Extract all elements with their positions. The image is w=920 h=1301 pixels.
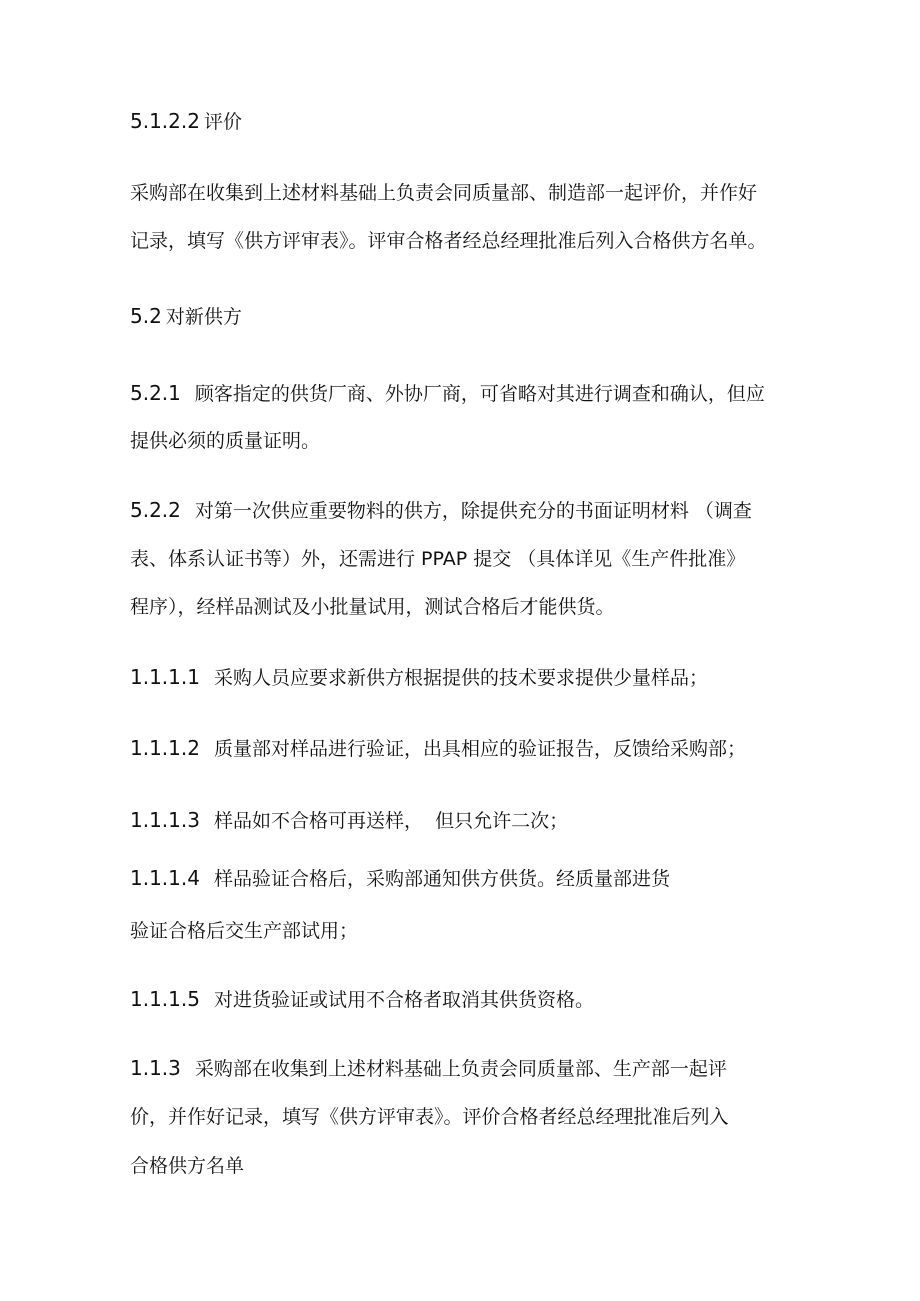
list-item-1-1-1-4-line2: 验证合格后交生产部试用； bbox=[130, 920, 359, 942]
paragraph-1-1-3-line3: 合格供方名单 bbox=[130, 1155, 245, 1177]
list-item-1-1-1-3 bbox=[130, 807, 568, 834]
paragraph-text: 顾客指定的供货厂商、外协厂商，可省略对其进行调查和确认，但应 bbox=[194, 383, 765, 405]
paragraph-text: 采购部在收集到上述材料基础上负责会同质量部、生产部一起评 bbox=[194, 1058, 727, 1080]
item-text: 质量部对样品进行验证，出具相应的验证报告，反馈给采购部； bbox=[213, 738, 746, 760]
item-text: 样品验证合格后，采购部通知供方供货。经质量部进货 bbox=[213, 868, 670, 890]
paragraph-5-2-1-line1 bbox=[130, 380, 765, 407]
paragraph-1-1-3-line1 bbox=[130, 1055, 727, 1082]
paragraph-5-1-2-2-line2: 记录，填写《供方评审表》。评审合格者经总经理批准后列入合格供方名单。 bbox=[130, 230, 767, 252]
list-item-1-1-1-5 bbox=[130, 986, 594, 1013]
paragraph-5-2-2-line3: 程序），经样品测试及小批量试用，测试合格后才能供货。 bbox=[130, 596, 615, 618]
paragraph-5-1-2-2-line1: 采购部在收集到上述材料基础上负责会同质量部、制造部一起评价，并作好 bbox=[130, 182, 758, 204]
section-title: 评价 bbox=[203, 111, 242, 133]
paragraph-5-2-2-line1 bbox=[130, 497, 752, 524]
item-text: 样品如不合格可再送样， 但只允许二次； bbox=[213, 810, 569, 832]
section-title: 对新供方 bbox=[165, 306, 242, 328]
item-number: 1.1.1.5 bbox=[130, 987, 200, 1011]
item-text: 采购人员应要求新供方根据提供的技术要求提供少量样品； bbox=[213, 667, 708, 689]
paragraph-5-2-2-line2: 表、体系认证书等）外，还需进行 PPAP 提交 （具体详见《生产件批准》 bbox=[130, 548, 746, 570]
list-item-1-1-1-2 bbox=[130, 735, 746, 762]
heading-5-2 bbox=[130, 303, 242, 330]
paragraph-text: 对第一次供应重要物料的供方，除提供充分的书面证明材料 （调查 bbox=[194, 500, 752, 522]
item-text: 对进货验证或试用不合格者取消其供货资格。 bbox=[213, 989, 594, 1011]
paragraph-1-1-3-line2: 价，并作好记录，填写《供方评审表》。评价合格者经总经理批准后列入 bbox=[130, 1106, 729, 1128]
section-number: 5.2.2 bbox=[130, 498, 181, 522]
section-number: 1.1.3 bbox=[130, 1056, 181, 1080]
section-number: 5.2.1 bbox=[130, 381, 181, 405]
section-number: 5.2 bbox=[130, 304, 162, 328]
item-number: 1.1.1.2 bbox=[130, 736, 200, 760]
heading-5-1-2-2 bbox=[130, 108, 242, 135]
item-number: 1.1.1.3 bbox=[130, 808, 200, 832]
list-item-1-1-1-1 bbox=[130, 664, 708, 691]
paragraph-5-2-1-line2: 提供必须的质量证明。 bbox=[130, 430, 321, 452]
section-number: 5.1.2.2 bbox=[130, 109, 200, 133]
item-number: 1.1.1.4 bbox=[130, 866, 200, 890]
list-item-1-1-1-4-line1 bbox=[130, 865, 670, 892]
item-number: 1.1.1.1 bbox=[130, 665, 200, 689]
